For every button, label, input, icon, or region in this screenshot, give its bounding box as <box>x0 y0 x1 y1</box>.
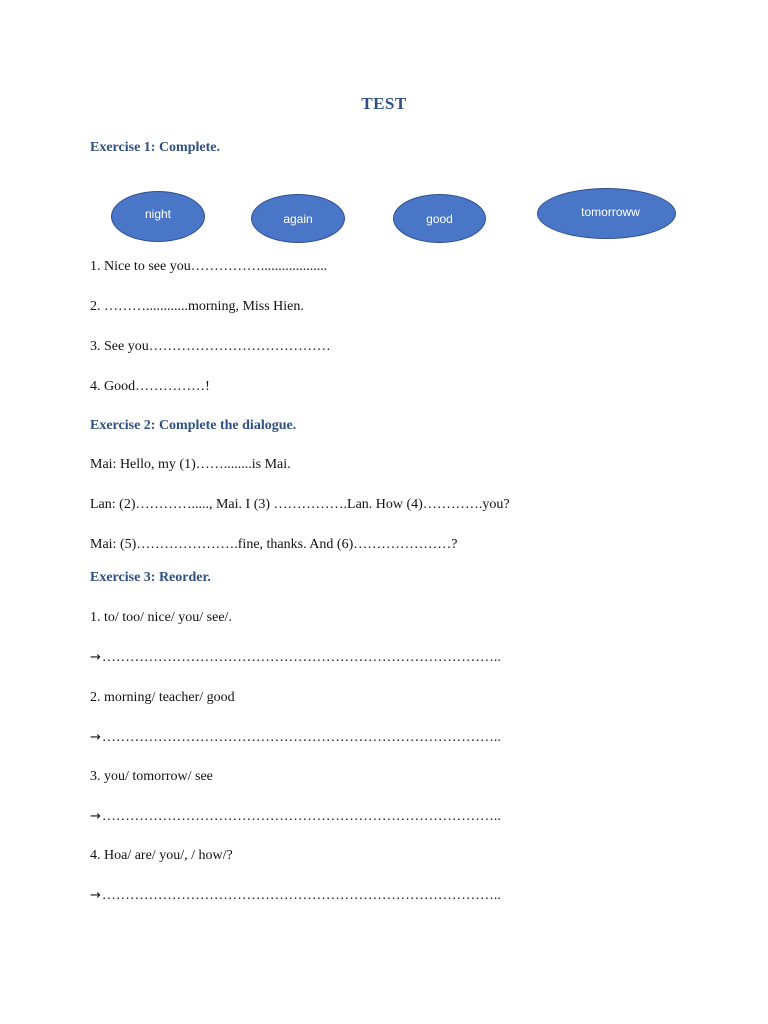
reorder-item: 3. you/ tomorrow/ see <box>90 769 213 784</box>
answer-line <box>90 888 501 904</box>
answer-line <box>90 809 501 825</box>
answer-line <box>90 650 501 666</box>
exercise-1-heading: Exercise 1: Complete. <box>90 140 220 155</box>
word-oval-label: tomorroww <box>581 204 640 219</box>
reorder-item: 2. morning/ teacher/ good <box>90 690 235 705</box>
dialogue-line: Mai: Hello, my (1)……........is Mai. <box>90 457 291 472</box>
exercise-1-item: 2. ………............morning, Miss Hien. <box>90 299 304 314</box>
exercise-1-item: 3. See you………………………………… <box>90 339 331 354</box>
dialogue-line: Lan: (2)…………....., Mai. I (3) …………….Lan. How (4)………….you? <box>90 497 510 512</box>
word-oval-label: night <box>144 206 172 221</box>
answer-line <box>90 730 501 746</box>
arrow-icon: → <box>90 888 101 903</box>
arrow-icon: → <box>90 730 101 745</box>
exercise-2-heading: Exercise 2: Complete the dialogue. <box>90 418 297 433</box>
word-oval-label: good <box>426 211 453 226</box>
reorder-item: 4. Hoa/ are/ you/, / how/? <box>90 848 233 863</box>
arrow-icon: → <box>90 650 101 665</box>
exercise-1-item: 1. Nice to see you……………................... <box>90 259 328 274</box>
exercise-3-heading: Exercise 3: Reorder. <box>90 570 211 585</box>
answer-blank: ………………………………………………………………………….. <box>101 650 501 665</box>
word-oval-night <box>111 191 205 242</box>
reorder-item: 1. to/ too/ nice/ you/ see/. <box>90 610 232 625</box>
word-oval-tomorroww <box>537 188 676 239</box>
page-title: TEST <box>361 94 407 113</box>
exercise-1-item: 4. Good……………! <box>90 379 210 394</box>
answer-blank: ………………………………………………………………………….. <box>101 730 501 745</box>
answer-blank: ………………………………………………………………………….. <box>101 888 501 903</box>
word-oval-label: again <box>283 211 313 226</box>
word-oval-good <box>393 194 486 243</box>
word-oval-again <box>251 194 345 243</box>
dialogue-line: Mai: (5)………………….fine, thanks. And (6)…………………? <box>90 537 458 552</box>
answer-blank: ………………………………………………………………………….. <box>101 809 501 824</box>
arrow-icon: → <box>90 809 101 824</box>
